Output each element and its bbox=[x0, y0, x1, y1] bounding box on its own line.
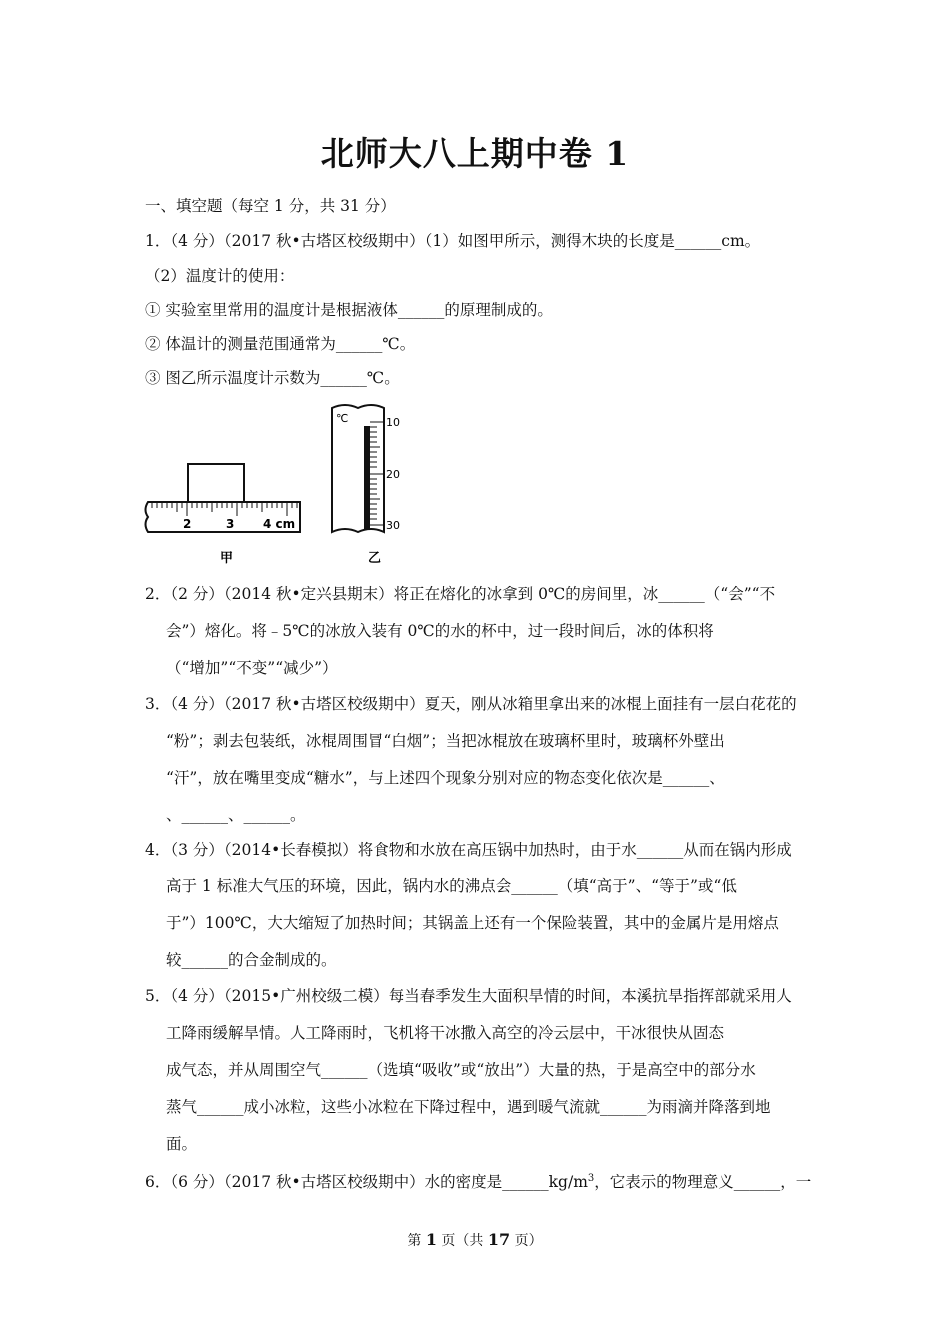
thermometer bbox=[332, 405, 400, 532]
q2-line-3: （“增加”“不变”“减少”） bbox=[166, 659, 338, 677]
q5-line-3: 成气态，并从周围空气______（选填“吸收”或“放出”）大量的热，于是高空中的部分水 bbox=[166, 1061, 756, 1079]
footer-suffix: 页） bbox=[510, 1233, 543, 1249]
q6-text-before: 6．（6 分）（2017 秋•古塔区校级期中）水的密度是______kg/m bbox=[145, 1173, 588, 1192]
q1-line-5: ③ 图乙所示温度计示数为______℃。 bbox=[145, 369, 400, 387]
q1-line-4: ② 体温计的测量范围通常为______℃。 bbox=[145, 335, 416, 353]
thermometer-tick-10: 10 bbox=[386, 416, 400, 429]
ruler-caption: 甲 bbox=[220, 551, 234, 566]
footer-total-pages: 17 bbox=[487, 1230, 511, 1249]
q6-line-1 bbox=[145, 1169, 811, 1192]
q4-line-1: 4．（3 分）（2014•长春模拟）将食物和水放在高压锅中加热时，由于水______从而在锅内形成 bbox=[145, 841, 792, 859]
q1-line-2: （2）温度计的使用： bbox=[145, 267, 295, 285]
thermometer-tick-30: 30 bbox=[386, 519, 400, 532]
ruler-tick-3: 3 bbox=[226, 517, 235, 531]
q3-line-4: 、______、______。 bbox=[166, 806, 306, 824]
figure-ruler-thermometer bbox=[140, 402, 430, 577]
thermometer-unit: ℃ bbox=[336, 412, 349, 425]
q1-line-3: ① 实验室里常用的温度计是根据液体______的原理制成的。 bbox=[145, 301, 553, 319]
q5-line-1: 5．（4 分）（2015•广州校级二模）每当春季发生大面积旱情的时间，本溪抗旱指挥部就采用人 bbox=[145, 987, 792, 1005]
ruler bbox=[146, 502, 301, 532]
q6-superscript: 3 bbox=[587, 1173, 595, 1184]
q4-line-2: 高于 1 标准大气压的环境，因此，锅内水的沸点会______（填“高于”、“等于”或“低 bbox=[166, 877, 737, 895]
ruler-tick-2: 2 bbox=[183, 517, 192, 531]
thermometer-column bbox=[364, 426, 370, 530]
q5-line-4: 蒸气______成小冰粒，这些小冰粒在下降过程中，遇到暖气流就______为雨滴并降落到地 bbox=[166, 1098, 771, 1116]
wood-block bbox=[188, 464, 244, 502]
q6-text-after: ，它表示的物理意义______，一 bbox=[594, 1173, 812, 1192]
thermometer-caption: 乙 bbox=[368, 551, 382, 566]
thermometer-tick-20: 20 bbox=[386, 468, 400, 481]
document-title: 北师大八上期中卷 1 bbox=[320, 134, 630, 173]
footer-prefix: 第 bbox=[407, 1233, 426, 1249]
footer-middle: 页（共 bbox=[436, 1233, 488, 1249]
section-heading: 一、填空题（每空 1 分，共 31 分） bbox=[145, 197, 396, 215]
q5-line-2: 工降雨缓解旱情。人工降雨时，飞机将干冰撒入高空的冷云层中，干冰很快从固态 bbox=[166, 1024, 725, 1042]
ruler-tick-4cm: 4 cm bbox=[263, 517, 296, 531]
q2-line-1: 2．（2 分）（2014 秋•定兴县期末）将正在熔化的冰拿到 0℃的房间里，冰______（“会”“不 bbox=[145, 585, 776, 603]
q1-line-1: 1．（4 分）（2017 秋•古塔区校级期中）（1）如图甲所示，测得木块的长度是______cm。 bbox=[145, 232, 761, 250]
footer-page-number: 1 bbox=[425, 1230, 437, 1249]
page-footer bbox=[0, 1230, 950, 1250]
q3-line-2: “粉”；剥去包装纸，冰棍周围冒“白烟”；当把冰棍放在玻璃杯里时，玻璃杯外壁出 bbox=[166, 732, 725, 750]
q4-line-4: 较______的合金制成的。 bbox=[166, 951, 337, 969]
q2-line-2: 会”）熔化。将﹣5℃的冰放入装有 0℃的水的杯中，过一段时间后，冰的体积将 bbox=[166, 622, 714, 640]
q3-line-3: “汗”，放在嘴里变成“糖水”，与上述四个现象分别对应的物态变化依次是______、 bbox=[166, 769, 725, 787]
q3-line-1: 3．（4 分）（2017 秋•古塔区校级期中）夏天，刚从冰箱里拿出来的冰棍上面挂有一层白花花的 bbox=[145, 695, 797, 713]
q4-line-3: 于”）100℃，大大缩短了加热时间；其锅盖上还有一个保险装置，其中的金属片是用熔点 bbox=[166, 914, 779, 932]
q5-line-5: 面。 bbox=[166, 1135, 198, 1153]
